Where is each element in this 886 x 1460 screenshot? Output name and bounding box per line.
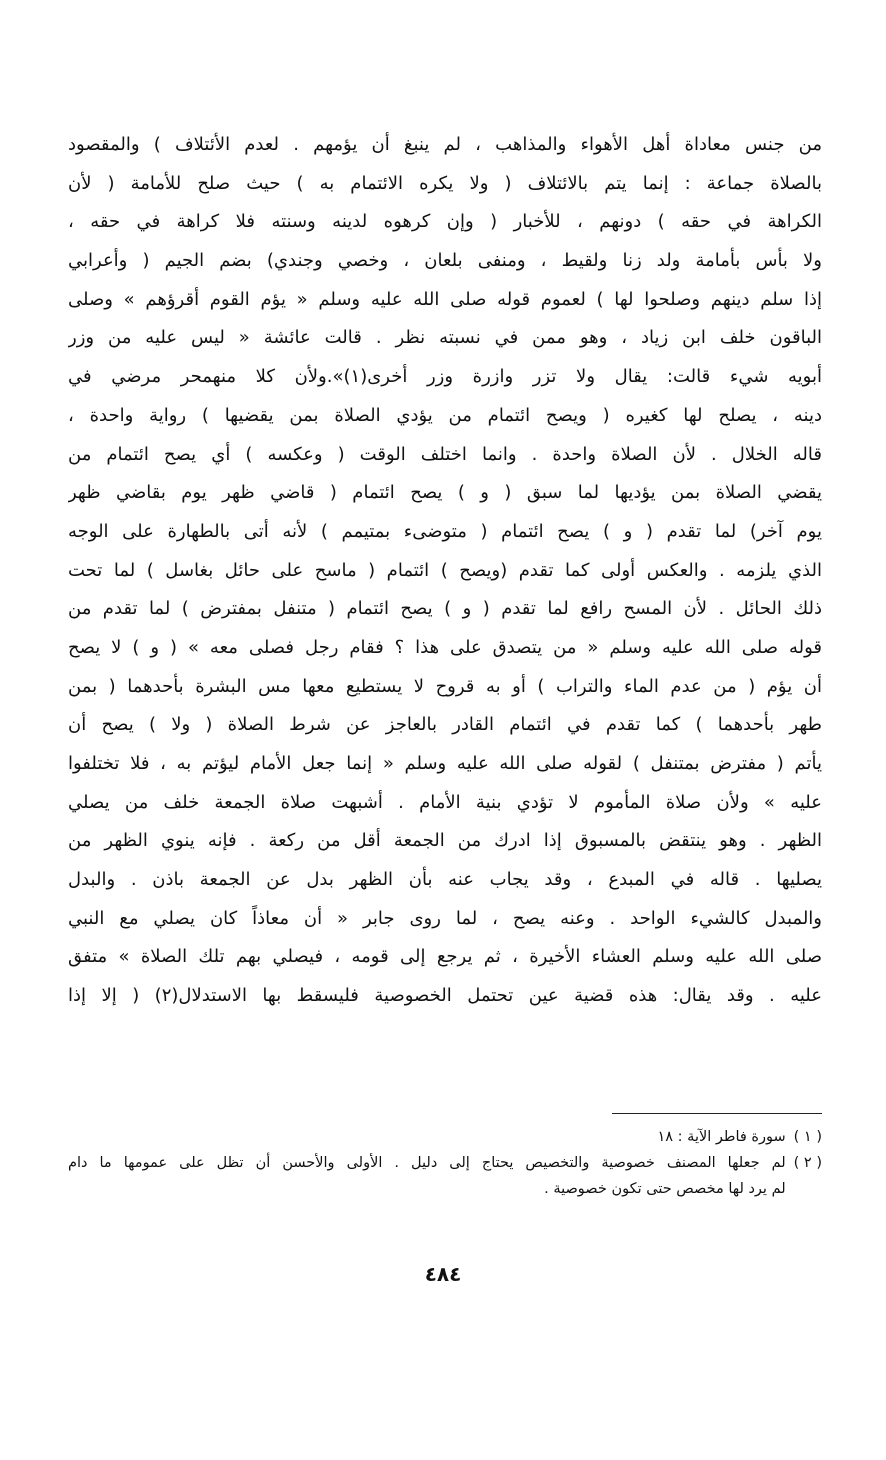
footnote-line: لم جعلها المصنف خصوصية والتخصيص يحتاج إلى دليل . الأولى والأحسن أن تظل على عمومها ما دام <box>68 1155 786 1171</box>
footnotes-block <box>68 1124 822 1202</box>
text-line: ذلك الحائل . لأن المسح رافع لما تقدم ( و ) يصح ائتمام ( متنفل بمفترض ) لما تقدم من <box>68 598 822 620</box>
text-line: دينه ، يصلح لها كغيره ( ويصح ائتمام من يؤدي الصلاة بمن يقضيها ) رواية واحدة ، <box>68 404 822 426</box>
text-line: طهر بأحدهما ) كما تقدم في ائتمام القادر بالعاجز عن شرط الصلاة ( ولا ) يصح أن <box>68 714 822 736</box>
text-line: صلى الله عليه وسلم العشاء الأخيرة ، ثم يرجع إلى قومه ، فيصلي بهم تلك الصلاة » متفق <box>68 946 822 968</box>
text-line: والمبدل كالشيء الواحد . وعنه يصح ، لما روى جابر « أن معاذاً كان يصلي مع النبي <box>68 907 822 929</box>
text-line: عليه » ولأن صلاة المأموم لا تؤدي بنية الأمام . أشبهت صلاة الجمعة خلف من يصلي <box>68 791 822 813</box>
text-line: يأتم ( مفترض بمتنفل ) لقوله صلى الله عليه وسلم « إنما جعل الأمام ليؤتم به ، فلا تختلفوا <box>68 753 822 774</box>
footnote-2 <box>68 1150 822 1202</box>
main-text-block <box>68 126 822 1016</box>
text-line: الكراهة في حقه ) دونهم ، للأخبار ( وإن كرهوه لدينه وسنته فلا كراهة في حقه ، <box>68 211 822 233</box>
text-line: يوم آخر) لما تقدم ( و ) يصح ائتمام ( متوضىء بمتيمم ) لأنه أتى بالطهارة على الوجه <box>68 520 822 542</box>
text-line: إذا سلم دينهم وصلحوا لها ) لعموم قوله صلى الله عليه وسلم « يؤم القوم أقرؤهم » وصلى <box>68 288 822 310</box>
text-line: يصليها . قاله في المبدع ، وقد يجاب عنه بأن الظهر بدل عن الجمعة باذن . والبدل <box>68 869 822 891</box>
text-line: ولا بأس بأمامة ولد زنا ولقيط ، ومنفى بلعان ، وخصي وجندي) بضم الجيم ( وأعرابي <box>68 250 822 272</box>
footnote-line: سورة فاطر الآية : ١٨ <box>657 1129 786 1145</box>
text-line: قوله صلى الله عليه وسلم « من يتصدق على هذا ؟ فقام رجل فصلى معه » ( و ) لا يصح <box>68 636 822 658</box>
text-line: قاله الخلال . لأن الصلاة واحدة . وانما اختلف الوقت ( وعكسه ) أي يصح ائتمام من <box>68 443 822 465</box>
footnote-number: ( ١ ) <box>793 1129 822 1145</box>
text-line: الباقون خلف ابن زياد ، وهو ممن في نسبته نظر . قالت عائشة « ليس عليه من وزر <box>68 327 822 349</box>
text-line: من جنس معاداة أهل الأهواء والمذاهب ، لم ينبغ أن يؤمهم . لعدم الأئتلاف ) والمقصود <box>68 134 822 155</box>
text-line: الذي يلزمه . والعكس أولى كما تقدم (ويصح ) ائتمام ( ماسح على حائل بغاسل ) لما تحت <box>68 559 822 581</box>
footnote-line: لم يرد لها مخصص حتى تكون خصوصية . <box>544 1181 786 1197</box>
text-line: يقضي الصلاة بمن يؤديها لما سبق ( و ) يصح ائتمام ( قاضي ظهر يوم بقاضي ظهر <box>68 482 822 504</box>
text-line: بالصلاة جماعة : إنما يتم بالائتلاف ( ولا يكره الائتمام به ) حيث صلح للأمامة ( لأن <box>68 172 822 194</box>
text-line: الظهر . وهو ينتقض بالمسبوق إذا ادرك من الجمعة أقل من ركعة . فإنه ينوي الظهر من <box>68 830 822 852</box>
footnote-separator <box>612 1113 822 1114</box>
text-line: أن يؤم ( من عدم الماء والتراب ) أو به قروح لا يستطيع معها مس البشرة بأحدهما ( بمن <box>68 675 822 697</box>
footnote-number: ( ٢ ) <box>793 1155 822 1171</box>
text-line: أبويه شيء قالت: يقال ولا تزر وازرة وزر أخرى(١)».ولأن كلا منهمحر مرضي في <box>68 366 822 388</box>
text-line: عليه . وقد يقال: هذه قضية عين تحتمل الخصوصية فليسقط بها الاستدلال(٢) ( إلا إذا <box>68 985 822 1007</box>
footnote-1 <box>68 1124 822 1150</box>
page-number: ٤٨٤ <box>424 1262 462 1286</box>
